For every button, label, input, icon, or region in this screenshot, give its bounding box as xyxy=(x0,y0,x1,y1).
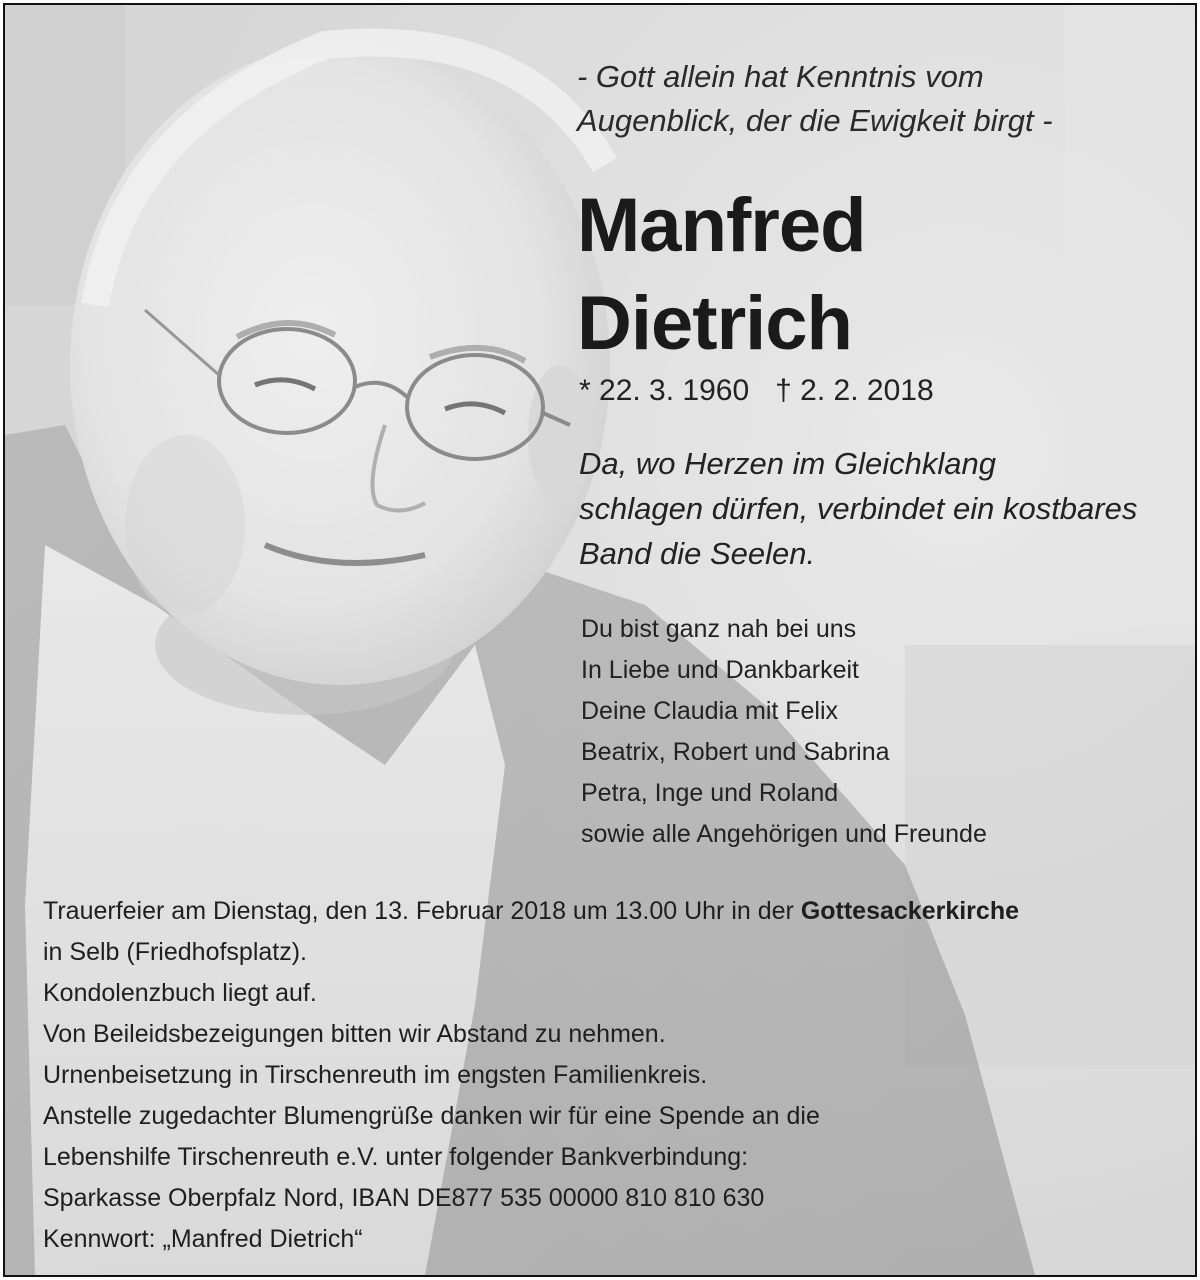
family-signature xyxy=(581,609,1141,855)
family-line: Beatrix, Robert und Sabrina xyxy=(581,738,890,766)
family-line: sowie alle Angehörigen und Freunde xyxy=(581,820,987,848)
family-line: In Liebe und Dankbarkeit xyxy=(581,656,859,684)
verse xyxy=(579,441,1189,576)
verse-line: Band die Seelen. xyxy=(579,536,816,571)
deceased-name xyxy=(577,177,1177,373)
last-name: Dietrich xyxy=(577,281,852,366)
church-name: Gottesackerkirche xyxy=(800,897,1019,925)
verse-line: Da, wo Herzen im Gleichklang xyxy=(579,446,996,481)
info-line: Anstelle zugedachter Blumengrüße danken wir für eine Spende an die xyxy=(43,1102,820,1130)
verse-line: schlagen dürfen, verbindet ein kostbares xyxy=(579,491,1138,526)
opening-quote xyxy=(577,55,1137,143)
life-dates xyxy=(579,371,1139,411)
info-line: Von Beileidsbezeigungen bitten wir Abstand zu nehmen. xyxy=(43,1020,666,1048)
first-name: Manfred xyxy=(577,183,866,268)
info-line: Kondolenzbuch liegt auf. xyxy=(43,979,317,1007)
bank-details: Sparkasse Oberpfalz Nord, IBAN DE877 535 00000 810 810 630 xyxy=(43,1184,765,1212)
family-line: Du bist ganz nah bei uns xyxy=(581,615,857,643)
obituary-notice xyxy=(3,3,1197,1277)
death-date: † 2. 2. 2018 xyxy=(775,374,934,407)
info-line: Lebenshilfe Tirschenreuth e.V. unter folgender Bankverbindung: xyxy=(43,1143,749,1171)
info-line xyxy=(43,891,1183,932)
birth-date: * 22. 3. 1960 xyxy=(579,374,750,407)
quote-line: Augenblick, der die Ewigkeit birgt - xyxy=(577,103,1053,138)
info-line: Kennwort: „Manfred Dietrich“ xyxy=(43,1225,363,1253)
info-line: in Selb (Friedhofsplatz). xyxy=(43,938,308,966)
info-text: Trauerfeier am Dienstag, den 13. Februar 2018 um 13.00 Uhr in der xyxy=(43,897,801,925)
family-line: Petra, Inge und Roland xyxy=(581,779,839,807)
notice-content xyxy=(5,5,1195,1275)
family-line: Deine Claudia mit Felix xyxy=(581,697,839,725)
info-line: Urnenbeisetzung in Tirschenreuth im engsten Familienkreis. xyxy=(43,1061,708,1089)
funeral-information xyxy=(43,891,1183,1260)
quote-line: - Gott allein hat Kenntnis vom xyxy=(577,59,984,94)
